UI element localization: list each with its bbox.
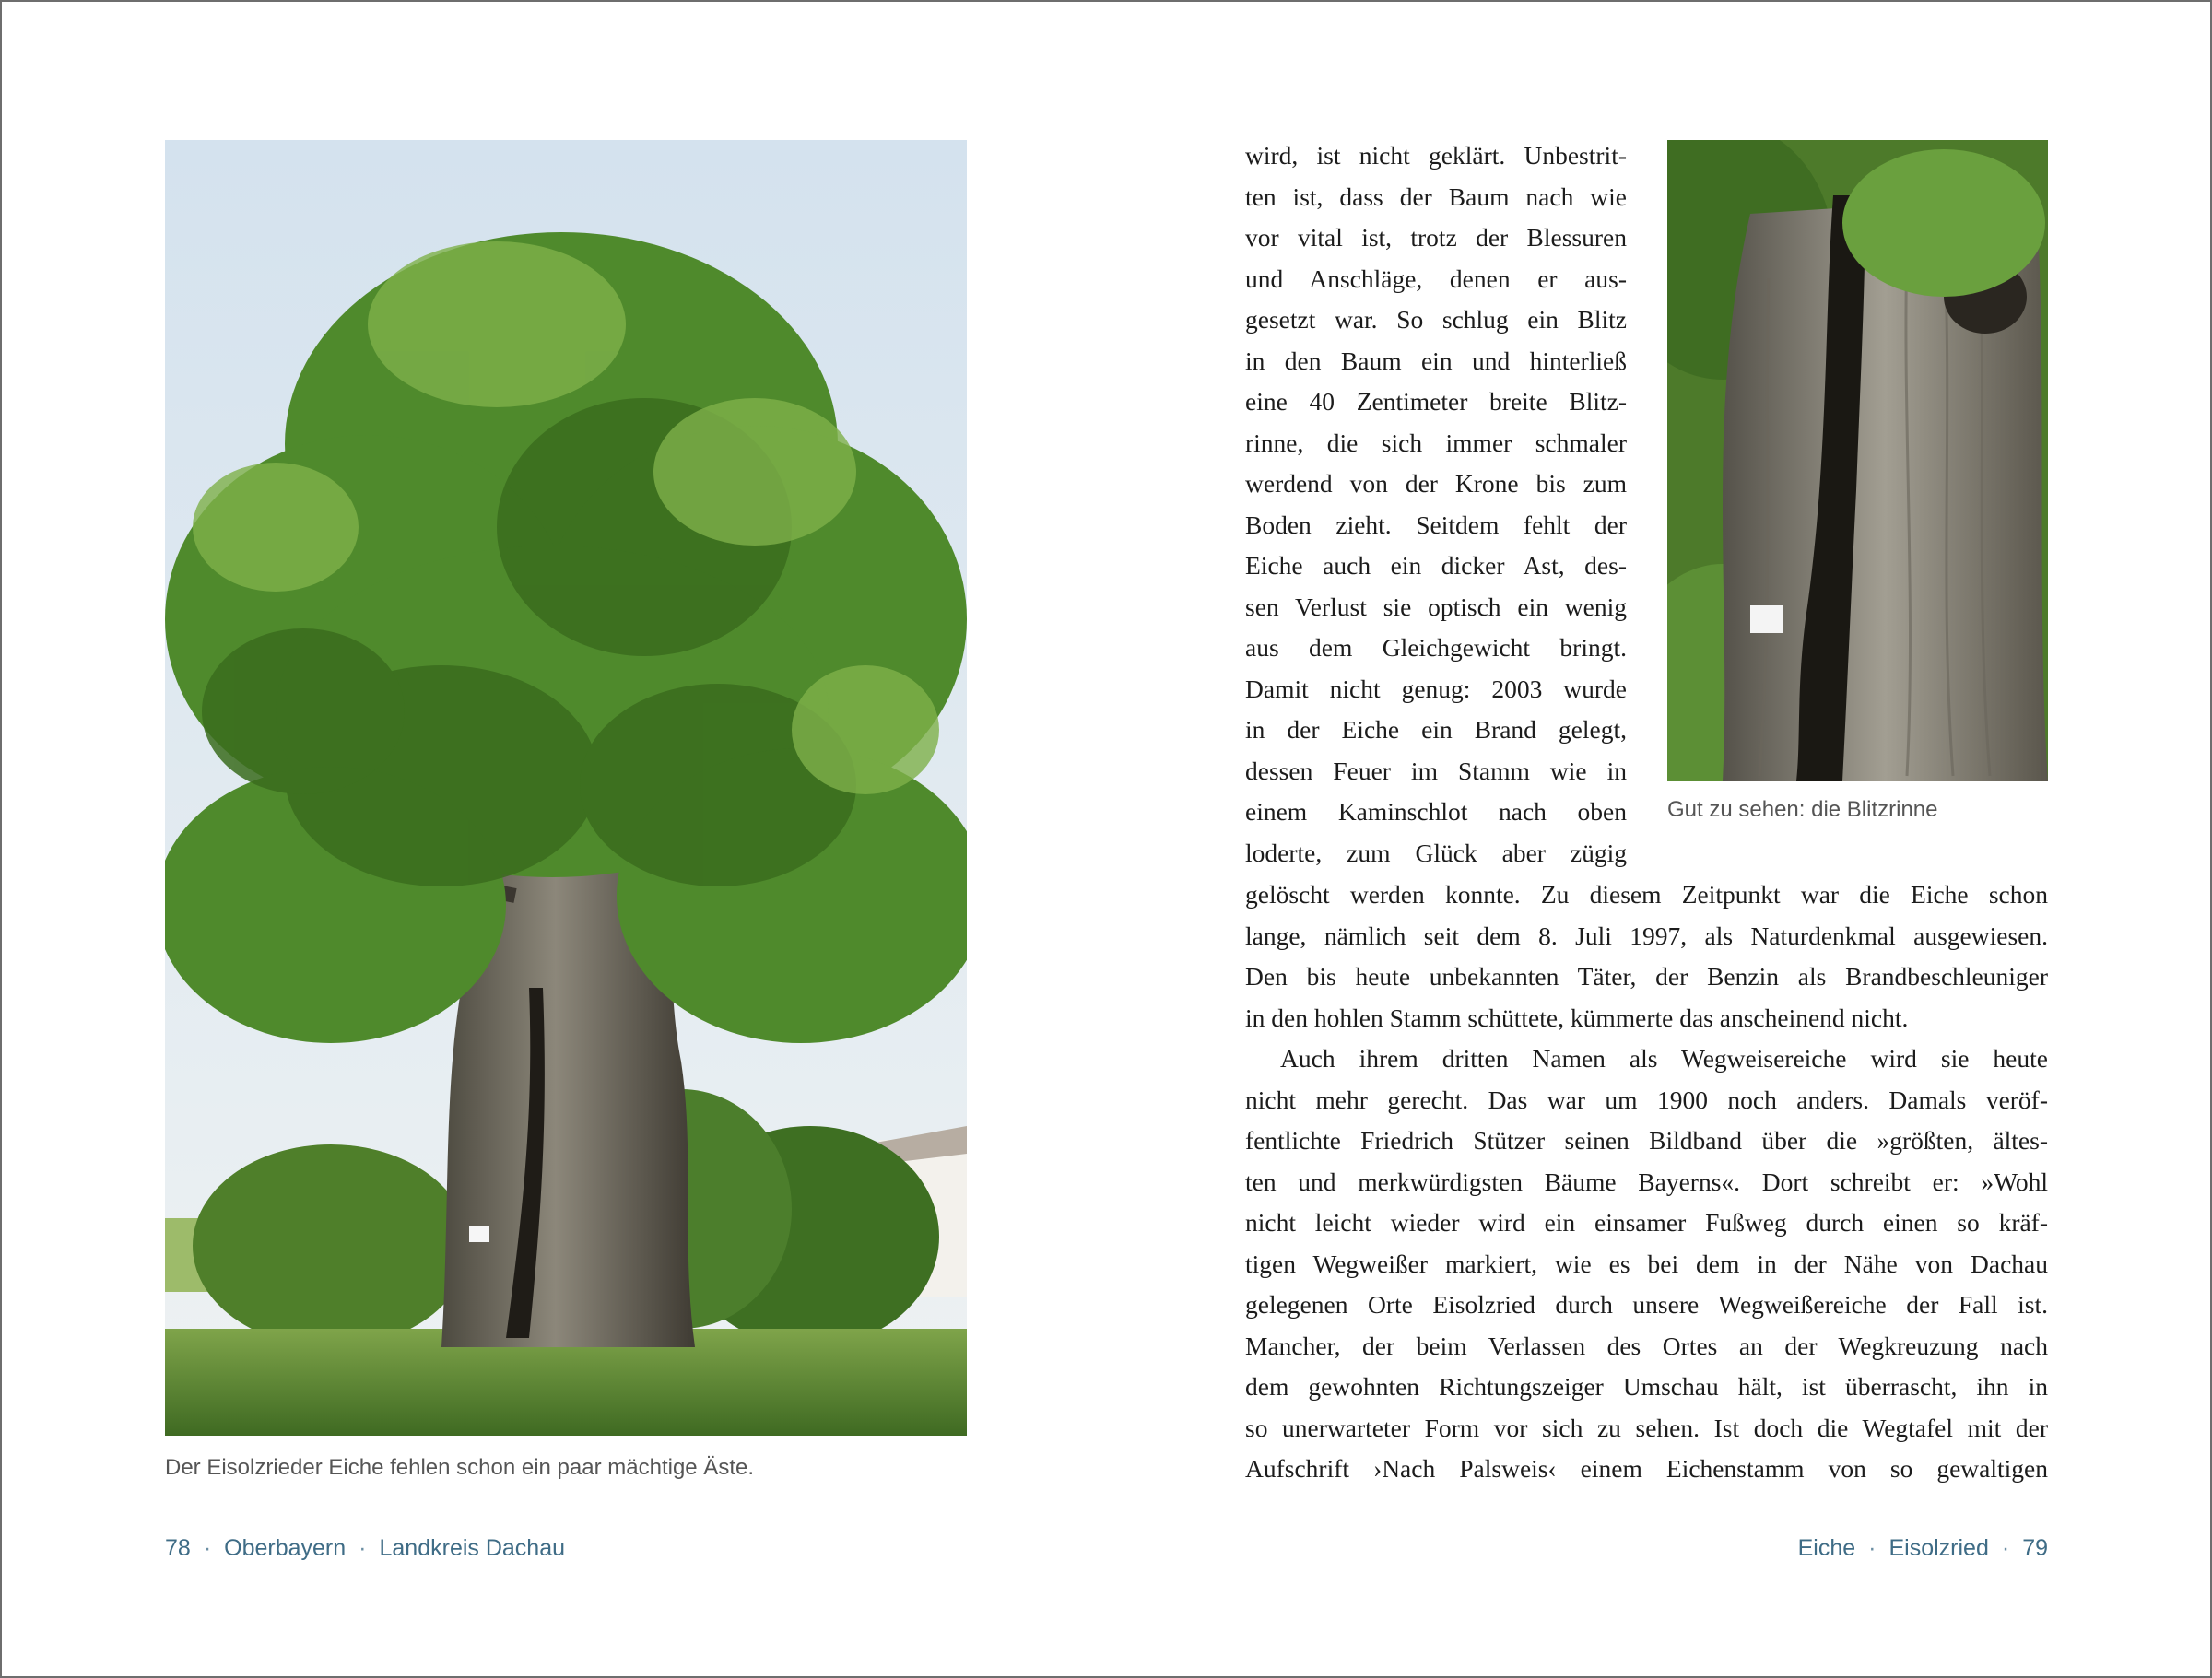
footer-region: Oberbayern [224,1535,347,1561]
text-line: dem gewohnten Richtungszeiger Umschau hält, ist überrascht, ihn in [1245,1372,2048,1401]
left-page-number: 78 [165,1535,191,1561]
text-line: ten ist, dass der Baum nach wie [1245,182,1627,211]
right-page-number: 79 [2022,1535,2048,1561]
left-running-footer [165,1535,565,1562]
text-line: so unerwarteter Form vor sich zu sehen. Ist doch die Wegtafel mit der [1245,1413,2048,1442]
text-line: in der Eiche ein Brand gelegt, [1245,715,1627,744]
text-line: in den Baum ein und hinterließ [1245,346,1627,375]
footer-separator: · [359,1535,367,1561]
text-line: in den hohlen Stamm schüttete, kümmerte das anscheinend nicht. [1245,1003,1909,1032]
footer-place: Eisolzried [1888,1535,1989,1561]
text-line: und Anschläge, denen er aus- [1245,264,1627,293]
text-line: dessen Feuer im Stamm wie in [1245,756,1627,785]
text-line: wird, ist nicht geklärt. Unbestrit- [1245,141,1627,170]
text-line: Mancher, der beim Verlassen des Ortes an der Wegkreuzung nach [1245,1331,2048,1360]
text-line: Boden zieht. Seitdem fehlt der [1245,510,1627,539]
text-line: ten und merkwürdigsten Bäume Bayerns«. Dort schreibt er: »Wohl [1245,1167,2048,1196]
text-line: gelegenen Orte Eisolzried durch unsere Wegweißereiche der Fall ist. [1245,1290,2048,1319]
text-line: sen Verlust sie optisch ein wenig [1245,592,1627,621]
text-line: aus dem Gleichgewicht bringt. [1245,633,1627,662]
text-line: gelöscht werden konnte. Zu diesem Zeitpunkt war die Eiche schon [1245,880,2048,909]
text-line: loderte, zum Glück aber zügig [1245,838,1627,867]
footer-separator: · [1868,1535,1877,1561]
footer-separator: · [2001,1535,2010,1561]
body-text-wide-column [1245,874,2048,1490]
right-running-footer [1798,1535,2048,1562]
lightning-groove-photo [1667,140,2048,781]
text-line: tigen Wegweißer markiert, wie es bei dem in der Nähe von Dachau [1245,1249,2048,1278]
text-line: fentlichte Friedrich Stützer seinen Bildband über die »größten, ältes- [1245,1126,2048,1155]
text-line: lange, nämlich seit dem 8. Juli 1997, als Naturdenkmal ausgewiesen. [1245,921,2048,950]
text-line: Aufschrift ›Nach Palsweis‹ einem Eichenstamm von so gewaltigen [1245,1454,2048,1483]
text-line: Den bis heute unbekannten Täter, der Benzin als Brandbeschleuniger [1245,962,2048,991]
footer-separator: · [203,1535,212,1561]
text-line: einem Kaminschlot nach oben [1245,797,1627,826]
text-line: Eiche auch ein dicker Ast, des- [1245,551,1627,580]
left-photo-caption: Der Eisolzrieder Eiche fehlen schon ein paar mächtige Äste. [165,1455,754,1480]
text-line: Auch ihrem dritten Namen als Wegweisereiche wird sie heute [1280,1044,2048,1073]
text-line: nicht mehr gerecht. Das war um 1900 noch anders. Damals veröf- [1245,1085,2048,1114]
text-line: rinne, die sich immer schmaler [1245,428,1627,457]
text-line: eine 40 Zentimeter breite Blitz- [1245,387,1627,416]
text-line: vor vital ist, trotz der Blessuren [1245,223,1627,252]
text-line: werdend von der Krone bis zum [1245,469,1627,498]
text-line: Damit nicht genug: 2003 wurde [1245,674,1627,703]
text-line: nicht leicht wieder wird ein einsamer Fußweg durch einen so kräf- [1245,1208,2048,1237]
footer-tree: Eiche [1797,1535,1856,1561]
text-line: gesetzt war. So schlug ein Blitz [1245,305,1627,334]
oak-tree-photo [165,140,967,1436]
body-text-narrow-column [1245,135,1627,874]
footer-district: Landkreis Dachau [379,1535,566,1561]
right-photo-caption: Gut zu sehen: die Blitzrinne [1667,797,1938,822]
